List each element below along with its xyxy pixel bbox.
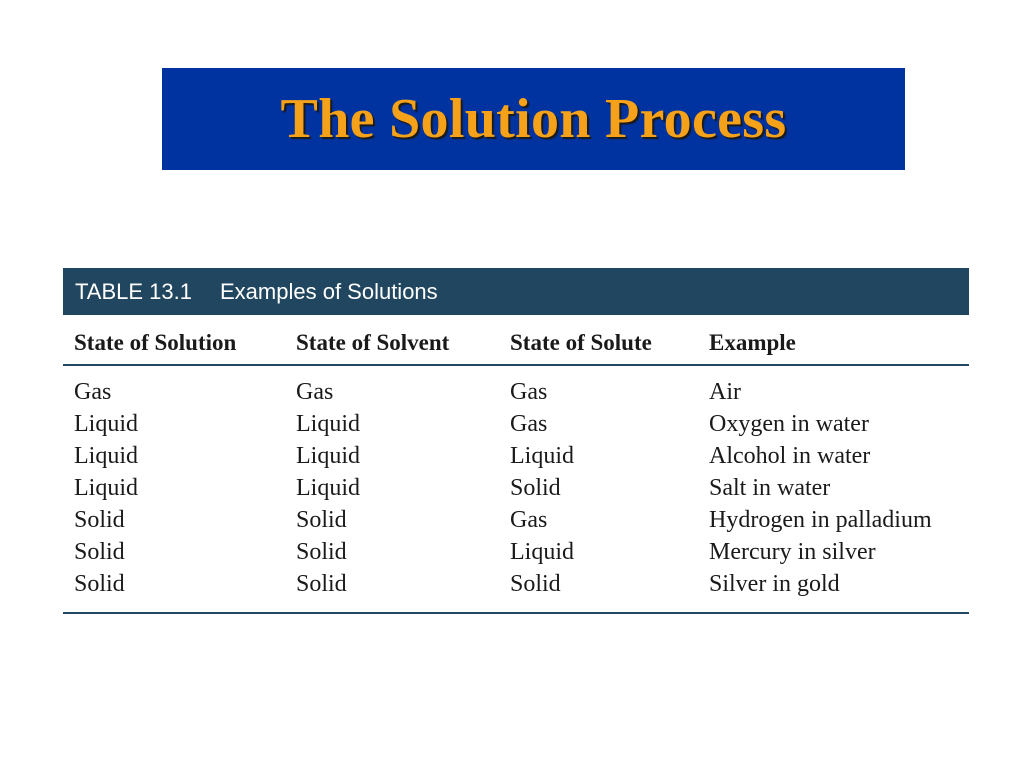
table-title: Examples of Solutions — [220, 278, 438, 304]
cell-state-of-solvent: Solid — [296, 507, 347, 533]
column-header-state-of-solvent: State of Solvent — [285, 315, 499, 365]
table-bottom-rule — [63, 612, 969, 614]
table-row — [63, 472, 969, 504]
cell-example: Alcohol in water — [709, 443, 871, 469]
cell-state-of-solute: Solid — [510, 571, 561, 597]
cell-state-of-solution: Gas — [74, 379, 112, 405]
cell-example: Hydrogen in palladium — [709, 507, 932, 533]
cell-state-of-solution: Liquid — [74, 443, 138, 469]
cell-state-of-solvent: Liquid — [296, 443, 360, 469]
cell-state-of-solution: Solid — [74, 571, 125, 597]
cell-state-of-solute: Gas — [510, 411, 548, 437]
table-number: TABLE 13.1 — [75, 278, 192, 304]
column-header-state-of-solution: State of Solution — [63, 315, 285, 365]
cell-state-of-solvent: Solid — [296, 571, 347, 597]
cell-example: Air — [709, 379, 741, 405]
slide-title: The Solution Process — [280, 88, 787, 150]
cell-example: Oxygen in water — [709, 411, 869, 437]
cell-state-of-solute: Gas — [510, 507, 548, 533]
solutions-table-container — [63, 268, 969, 614]
cell-state-of-solvent: Solid — [296, 539, 347, 565]
cell-example: Mercury in silver — [709, 539, 876, 565]
cell-state-of-solution: Solid — [74, 507, 125, 533]
cell-state-of-solute: Liquid — [510, 539, 574, 565]
table-row — [63, 408, 969, 440]
cell-state-of-solution: Liquid — [74, 411, 138, 437]
table-row — [63, 568, 969, 612]
cell-state-of-solute: Solid — [510, 475, 561, 501]
cell-state-of-solvent: Liquid — [296, 475, 360, 501]
column-header-state-of-solute: State of Solute — [499, 315, 698, 365]
cell-state-of-solvent: Liquid — [296, 411, 360, 437]
table-header-row — [63, 315, 969, 365]
cell-example: Salt in water — [709, 475, 831, 501]
column-header-example: Example — [698, 315, 969, 365]
cell-state-of-solute: Liquid — [510, 443, 574, 469]
cell-state-of-solution: Solid — [74, 539, 125, 565]
cell-state-of-solution: Liquid — [74, 475, 138, 501]
cell-example: Silver in gold — [709, 571, 840, 597]
solutions-table — [63, 315, 969, 612]
cell-state-of-solute: Gas — [510, 379, 548, 405]
cell-state-of-solvent: Gas — [296, 379, 334, 405]
title-banner — [162, 68, 905, 170]
table-row — [63, 440, 969, 472]
table-row — [63, 536, 969, 568]
table-row — [63, 504, 969, 536]
table-row — [63, 365, 969, 408]
table-caption-bar — [63, 268, 969, 315]
